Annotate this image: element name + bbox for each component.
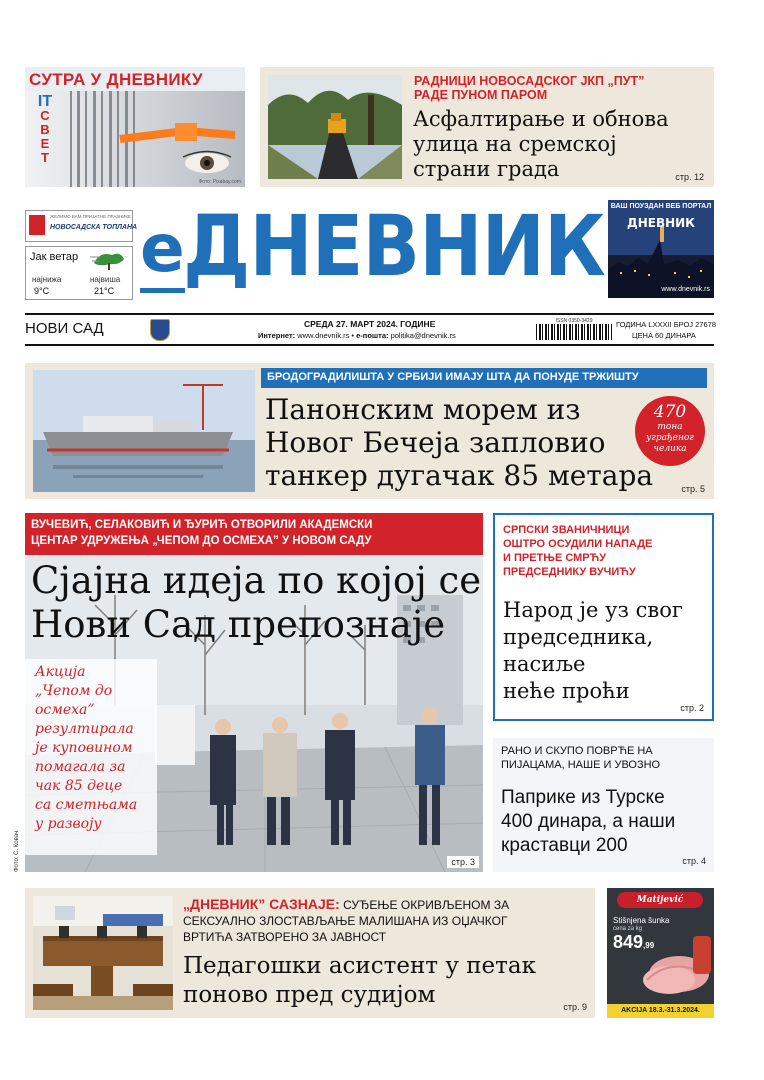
masthead-rule-bottom [25, 344, 714, 346]
main-story-headline[interactable] [31, 559, 481, 647]
ad-price-cents: ,99 [643, 941, 655, 950]
top-story-kicker [414, 74, 644, 103]
tanker-headline-line: танкер дугачак 85 метара [265, 459, 654, 492]
president-kicker-line: СРПСКИ ЗВАНИЧНИЦИ [503, 524, 630, 536]
masthead-city: НОВИ САД [25, 320, 104, 337]
masthead-price: ЦЕНА 60 ДИНАРА [632, 331, 696, 340]
masthead-title[interactable]: ДНЕВНИК [183, 197, 605, 295]
main-story-headline-line: Сјајна идеја по којој се [31, 559, 482, 602]
main-story[interactable] [25, 513, 483, 872]
asphalt-photo [268, 75, 402, 179]
weather-box [25, 246, 133, 300]
courtroom-photo [33, 896, 173, 1010]
trial-kicker [183, 896, 509, 945]
it-letter: Т [41, 150, 49, 165]
trial-kicker-line: СЕКСУАЛНО ЗЛОСТАВЉАЊЕ МАЛИШАНА ИЗ ОЏАЧКОГ [183, 914, 508, 928]
internet-url[interactable]: www.dnevnik.rs [297, 331, 350, 340]
vegetables-headline[interactable] [501, 786, 675, 858]
web-portal-top: ВАШ ПОУЗДАН ВЕБ ПОРТАЛ [610, 203, 712, 210]
ad-brand: Matijević [617, 892, 703, 908]
top-story-kicker-line: РАДЕ ПУНОМ ПАРОМ [414, 88, 548, 103]
masthead-rule-top [25, 313, 714, 315]
trial-headline[interactable] [183, 952, 536, 1010]
ad-price-label: cena za kg [613, 926, 643, 932]
it-letter: Е [40, 136, 50, 151]
wind-tree-icon [90, 249, 128, 271]
trial-kicker-line: ВРТИЋА ЗАТВОРЕНО ЗА ЈАВНОСТ [183, 930, 387, 944]
vegetables-story[interactable] [493, 738, 714, 872]
main-story-page: стр. 3 [447, 856, 479, 868]
masthead-date: СРЕДА 27. МАРТ 2024. ГОДИНЕ [304, 319, 436, 329]
trial-kicker-rest: СУЂЕЊЕ ОКРИВЉЕНОМ ЗА [343, 898, 510, 912]
main-story-headline-line: Нови Сад препознаје [31, 603, 446, 646]
it-letter: IT [37, 93, 53, 110]
tanker-badge [635, 396, 705, 466]
vegetables-kicker-line: ПИЈАЦАМА, НАШЕ И УВОЗНО [501, 759, 661, 771]
top-story-headline-line: улица на сремској [413, 132, 617, 156]
it-vertical-letters [31, 95, 59, 165]
sponsor-logo[interactable] [25, 210, 138, 242]
weather-low-value: 9°C [34, 286, 50, 296]
tanker-badge-line: челика [653, 444, 687, 454]
tanker-badge-line: уграђеног [646, 433, 694, 443]
main-story-callout [25, 659, 157, 855]
weather-low-label: најнижа [32, 275, 62, 284]
sponsor-icon [29, 215, 45, 235]
teaser-box[interactable] [25, 67, 245, 187]
weather-condition: Јак ветар [30, 251, 79, 263]
tanker-story[interactable] [25, 363, 714, 499]
vegetables-headline-line: Паприке из Турске [501, 787, 665, 808]
president-kicker-line: ПРЕДСЕДНИКУ ВУЧИЋУ [503, 566, 636, 578]
tanker-kicker-bar [261, 368, 707, 388]
barcode [536, 318, 612, 342]
weather-high-label: највиша [90, 275, 121, 284]
teaser-photo-credit: Фото: Pixabay.com [198, 179, 241, 185]
callout-line: Акција [35, 664, 86, 680]
masthead-e-logo[interactable]: e [140, 204, 185, 293]
top-story-kicker-line: РАДНИЦИ НОВОСАДСКОГ ЈКП „ПУТ” [414, 74, 645, 88]
ad-price [613, 932, 654, 953]
top-story-headline[interactable] [413, 107, 669, 182]
top-story-headline-line: Асфалтирање и обнова [413, 107, 669, 131]
tanker-headline-line: Панонским морем из [265, 393, 581, 426]
president-story[interactable] [493, 513, 714, 721]
president-headline-line: неће проћи [503, 679, 630, 703]
main-story-kicker [25, 513, 483, 549]
callout-line: помагала за [35, 759, 126, 775]
issn-text: ISSN 0350-3429 [555, 318, 593, 324]
president-headline[interactable] [503, 597, 683, 705]
president-headline-line: Народ је уз свог [503, 598, 683, 622]
president-kicker-line: И ПРЕТЊЕ СМРЋУ [503, 552, 607, 564]
web-portal-url[interactable]: www.dnevnik.rs [661, 286, 710, 293]
callout-line: је куповином [35, 740, 133, 756]
top-story-page: стр. 12 [675, 172, 704, 182]
main-photo-credit: Фото: С. Ковач [14, 830, 20, 872]
barcode-bars [536, 324, 612, 340]
city-crest-icon [150, 319, 170, 341]
ad-promo: AKCIJA 18.3.-31.3.2024. [607, 1004, 714, 1018]
president-kicker-line: ОШТРО ОСУДИЛИ НАПАДЕ [503, 538, 653, 550]
teaser-title: СУТРА У ДНЕВНИКУ [29, 70, 203, 89]
trial-headline-line: Педагошки асистент у петак [183, 953, 536, 979]
president-page: стр. 2 [680, 703, 704, 713]
main-story-kicker-line: ЦЕНТАР УДРУЖЕЊА „ЧЕПОМ ДО ОСМЕХА” У НОВОМ САДУ [31, 535, 372, 547]
vegetables-kicker [501, 744, 660, 772]
vegetables-headline-line: 400 динара, а наши [501, 811, 676, 832]
callout-line: у развоју [35, 816, 102, 832]
tanker-badge-line: тона [657, 422, 683, 432]
president-kicker [503, 523, 652, 579]
callout-line: осмеха” [35, 702, 95, 718]
main-story-kicker-line: ВУЧЕВИЋ, СЕЛАКОВИЋ И ЂУРИЋ ОТВОРИЛИ АКАДЕМСКИ [31, 519, 373, 531]
email-label: е-пошта: [356, 331, 389, 340]
president-headline-line: насиље [503, 652, 586, 676]
email-address[interactable]: politika@dnevnik.rs [390, 331, 456, 340]
trial-story[interactable] [25, 888, 595, 1018]
web-portal-name: ДНЕВНИК [627, 216, 695, 230]
president-headline-line: председника, [503, 625, 654, 649]
tanker-badge-number: 470 [653, 402, 687, 422]
tanker-page: стр. 5 [681, 484, 705, 494]
vegetables-kicker-line: РАНО И СКУПО ПОВРЋЕ НА [501, 745, 653, 757]
callout-line: са сметњама [35, 797, 138, 813]
it-letter: В [40, 122, 50, 137]
trial-kicker-line-1 [183, 896, 509, 913]
trial-page: стр. 9 [563, 1002, 587, 1012]
web-portal-ad[interactable] [608, 200, 714, 298]
vegetables-headline-line: краставци 200 [501, 835, 628, 856]
night-city-illustration [608, 200, 714, 298]
weather-high-value: 21°C [94, 286, 115, 296]
trial-kicker-red: „ДНЕВНИК” САЗНАЈЕ: [183, 896, 340, 912]
masthead-issue: ГОДИНА LXXXII БРОЈ 27678 [616, 320, 716, 329]
sponsor-name: НОВОСАДСКА ТОПЛАНА [50, 224, 138, 231]
it-letter: С [40, 108, 50, 123]
tanker-headline[interactable] [265, 393, 653, 492]
callout-line: „Чепом до [35, 683, 113, 699]
callout-line: чак 85 деце [35, 778, 123, 794]
internet-label: Интернет: [258, 331, 296, 340]
ad-product: Stišnjena šunka [613, 916, 670, 925]
main-story-kicker-bar [25, 513, 483, 555]
ad-price-value: 849 [613, 932, 644, 952]
tanker-headline-line: Новог Бечеја запловио [265, 426, 606, 459]
ham-advertisement[interactable] [607, 888, 714, 1018]
sponsor-small-text: ЖЕЛИМО ВАМ ПРИЈАТНЕ ПРАЗНИКЕ [50, 214, 132, 219]
tanker-kicker: БРОДОГРАДИЛИШТА У СРБИЈИ ИМАЈУ ШТА ДА ПОНУДЕ ТРЖИШТУ [267, 371, 639, 383]
masthead-contact: Интернет: www.dnevnik.rs • е-пошта: politika@dnevnik.rs [258, 331, 456, 340]
tanker-photo [33, 370, 255, 492]
vegetables-page: стр. 4 [682, 856, 706, 866]
top-story-headline-line: страни града [413, 157, 560, 181]
callout-line: резултирала [35, 721, 134, 737]
top-story[interactable] [260, 67, 714, 187]
trial-headline-line: поново пред судијом [183, 982, 436, 1008]
